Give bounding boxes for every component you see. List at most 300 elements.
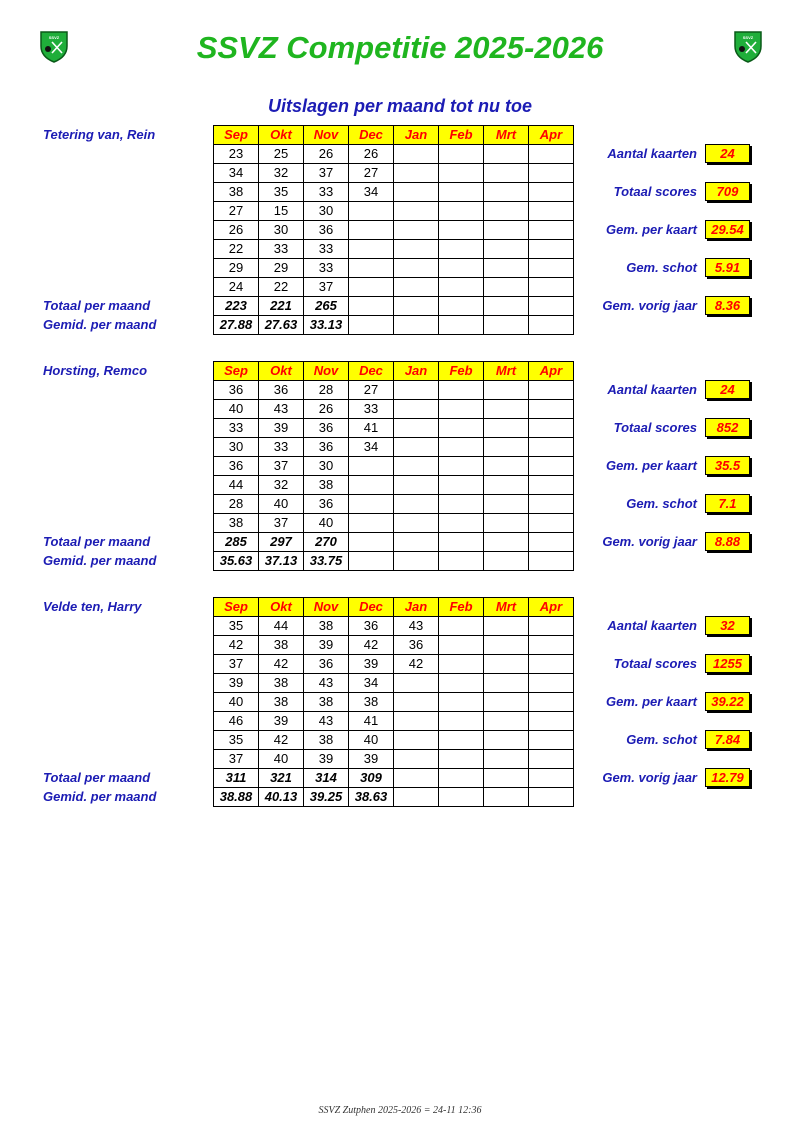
month-header: Sep: [214, 126, 259, 145]
score-cell: 30: [259, 221, 304, 240]
score-cell: 35: [214, 617, 259, 636]
score-cell: [529, 674, 574, 693]
score-cell: [484, 145, 529, 164]
score-cell: [349, 552, 394, 571]
score-cell: 42: [349, 636, 394, 655]
month-header: Sep: [214, 362, 259, 381]
score-cell: 41: [349, 419, 394, 438]
score-cell: [439, 316, 484, 335]
score-cell: 39: [349, 750, 394, 769]
score-cell: 38: [349, 693, 394, 712]
month-header: Jan: [394, 362, 439, 381]
stat-aantal-kaarten: [580, 380, 750, 400]
score-cell: [439, 438, 484, 457]
score-cell: 26: [214, 221, 259, 240]
month-header: Okt: [259, 362, 304, 381]
score-cell: [394, 419, 439, 438]
average-row: [214, 788, 574, 807]
score-cell: 22: [214, 240, 259, 259]
score-cell: 37.13: [259, 552, 304, 571]
score-cell: [484, 240, 529, 259]
score-cell: [529, 769, 574, 788]
average-per-month-label: Gemid. per maand: [43, 789, 157, 804]
page-title: SSVZ Competitie 2025-2026: [196, 30, 604, 65]
score-cell: 27: [214, 202, 259, 221]
score-cell: 285: [214, 533, 259, 552]
score-cell: 39: [214, 674, 259, 693]
score-cell: 33: [304, 240, 349, 259]
score-cell: [484, 617, 529, 636]
score-cell: 314: [304, 769, 349, 788]
stat-label: Gem. vorig jaar: [602, 534, 697, 549]
score-cell: 30: [304, 457, 349, 476]
score-row: [214, 183, 574, 202]
stat-label: Gem. vorig jaar: [602, 770, 697, 785]
score-cell: [484, 438, 529, 457]
score-cell: [439, 381, 484, 400]
stat-label: Totaal scores: [613, 656, 697, 671]
score-cell: [529, 183, 574, 202]
score-table: [213, 597, 574, 807]
score-cell: [439, 202, 484, 221]
score-cell: 36: [214, 381, 259, 400]
score-cell: [529, 552, 574, 571]
total-per-month-label: Totaal per maand: [43, 298, 151, 313]
score-cell: 38: [259, 693, 304, 712]
score-cell: [349, 202, 394, 221]
score-cell: 35: [214, 731, 259, 750]
score-cell: [394, 495, 439, 514]
score-cell: [439, 400, 484, 419]
score-cell: [484, 712, 529, 731]
score-cell: 38: [304, 731, 349, 750]
score-cell: 44: [214, 476, 259, 495]
score-cell: [439, 221, 484, 240]
score-cell: 22: [259, 278, 304, 297]
score-cell: [484, 381, 529, 400]
score-cell: [349, 297, 394, 316]
score-cell: [439, 731, 484, 750]
month-header: Nov: [304, 362, 349, 381]
score-cell: 36: [304, 419, 349, 438]
score-cell: 30: [214, 438, 259, 457]
score-cell: [349, 240, 394, 259]
stat-label: Gem. vorig jaar: [602, 298, 697, 313]
month-header: Feb: [439, 362, 484, 381]
score-cell: 36: [304, 655, 349, 674]
score-cell: [439, 655, 484, 674]
score-cell: 43: [394, 617, 439, 636]
score-cell: 38: [259, 674, 304, 693]
score-cell: [394, 259, 439, 278]
score-row: [214, 240, 574, 259]
score-cell: 29: [259, 259, 304, 278]
score-cell: [529, 278, 574, 297]
score-cell: [439, 552, 484, 571]
player-name: Velde ten, Harry: [43, 599, 142, 614]
score-cell: 37: [259, 457, 304, 476]
score-cell: 33: [214, 419, 259, 438]
score-cell: 40: [259, 495, 304, 514]
month-header: Feb: [439, 126, 484, 145]
stat-value: 24: [705, 144, 750, 163]
score-row: [214, 674, 574, 693]
score-cell: [394, 712, 439, 731]
score-cell: [394, 278, 439, 297]
score-cell: [529, 636, 574, 655]
score-row: [214, 712, 574, 731]
stat-label: Aantal kaarten: [607, 382, 697, 397]
stat-aantal-kaarten: [580, 616, 750, 636]
score-cell: [529, 145, 574, 164]
score-cell: [529, 240, 574, 259]
score-cell: [529, 316, 574, 335]
score-cell: [394, 769, 439, 788]
score-cell: 37: [304, 164, 349, 183]
score-cell: 38: [304, 693, 349, 712]
score-cell: [349, 514, 394, 533]
score-cell: 43: [304, 674, 349, 693]
score-cell: [529, 419, 574, 438]
score-cell: 309: [349, 769, 394, 788]
score-cell: [529, 655, 574, 674]
score-cell: 38: [304, 617, 349, 636]
score-cell: [394, 750, 439, 769]
stat-label: Gem. per kaart: [605, 694, 697, 709]
score-cell: 44: [259, 617, 304, 636]
score-cell: [439, 476, 484, 495]
stat-gem-per-kaart: [580, 220, 750, 240]
stat-gem-vorig-jaar: [580, 296, 750, 316]
score-cell: 33: [304, 183, 349, 202]
score-cell: 34: [349, 674, 394, 693]
score-cell: 33.13: [304, 316, 349, 335]
score-cell: [394, 457, 439, 476]
score-cell: [484, 533, 529, 552]
score-cell: [439, 514, 484, 533]
score-cell: 36: [349, 617, 394, 636]
score-cell: 28: [304, 381, 349, 400]
score-cell: 36: [394, 636, 439, 655]
month-header-row: [214, 362, 574, 381]
month-header: Mrt: [484, 598, 529, 617]
average-row: [214, 316, 574, 335]
score-cell: [529, 476, 574, 495]
total-row: [214, 769, 574, 788]
score-table: [213, 125, 574, 335]
score-cell: 42: [259, 655, 304, 674]
score-cell: 28: [214, 495, 259, 514]
score-cell: 223: [214, 297, 259, 316]
score-cell: 32: [259, 476, 304, 495]
stat-gem-schot: [580, 730, 750, 750]
score-cell: 42: [259, 731, 304, 750]
score-cell: 33: [349, 400, 394, 419]
score-cell: 39: [304, 750, 349, 769]
score-cell: [529, 202, 574, 221]
stat-label: Totaal scores: [613, 420, 697, 435]
score-cell: [529, 259, 574, 278]
score-cell: [484, 476, 529, 495]
average-row: [214, 552, 574, 571]
score-cell: [484, 769, 529, 788]
score-cell: 321: [259, 769, 304, 788]
score-cell: 37: [214, 750, 259, 769]
score-cell: [349, 316, 394, 335]
score-cell: 37: [214, 655, 259, 674]
month-header: Dec: [349, 126, 394, 145]
score-cell: [439, 495, 484, 514]
total-per-month-label: Totaal per maand: [43, 534, 151, 549]
score-cell: 38: [214, 514, 259, 533]
score-cell: 311: [214, 769, 259, 788]
score-cell: 27.88: [214, 316, 259, 335]
stat-totaal-scores: [580, 654, 750, 674]
score-cell: 33: [304, 259, 349, 278]
score-cell: [394, 693, 439, 712]
score-row: [214, 617, 574, 636]
score-row: [214, 419, 574, 438]
score-cell: [349, 221, 394, 240]
stat-label: Aantal kaarten: [607, 618, 697, 633]
player-name: Tetering van, Rein: [43, 127, 156, 142]
score-cell: [349, 495, 394, 514]
stat-gem-per-kaart: [580, 456, 750, 476]
score-cell: [394, 297, 439, 316]
score-cell: 36: [304, 495, 349, 514]
score-cell: [439, 419, 484, 438]
score-cell: 37: [259, 514, 304, 533]
month-header: Jan: [394, 598, 439, 617]
score-cell: [439, 788, 484, 807]
score-cell: 39.25: [304, 788, 349, 807]
score-cell: 38: [259, 636, 304, 655]
score-cell: 35: [259, 183, 304, 202]
score-cell: 35.63: [214, 552, 259, 571]
score-cell: [394, 674, 439, 693]
score-row: [214, 514, 574, 533]
score-cell: [394, 400, 439, 419]
score-cell: [394, 438, 439, 457]
score-row: [214, 381, 574, 400]
score-cell: [529, 297, 574, 316]
stat-value: 1255: [705, 654, 750, 673]
score-cell: [484, 297, 529, 316]
score-cell: [484, 457, 529, 476]
score-cell: 39: [259, 712, 304, 731]
score-cell: [484, 278, 529, 297]
score-cell: [484, 316, 529, 335]
score-cell: [484, 552, 529, 571]
stat-label: Gem. schot: [626, 260, 697, 275]
stat-gem-vorig-jaar: [580, 768, 750, 788]
month-header: Nov: [304, 598, 349, 617]
score-cell: 39: [304, 636, 349, 655]
month-header: Nov: [304, 126, 349, 145]
month-header-row: [214, 598, 574, 617]
average-per-month-label: Gemid. per maand: [43, 553, 157, 568]
score-cell: [529, 788, 574, 807]
score-cell: 34: [349, 183, 394, 202]
score-table: [213, 361, 574, 571]
score-cell: [439, 457, 484, 476]
score-cell: [439, 145, 484, 164]
score-cell: [484, 400, 529, 419]
total-per-month-label: Totaal per maand: [43, 770, 151, 785]
score-cell: 38: [304, 476, 349, 495]
stat-label: Gem. schot: [626, 496, 697, 511]
score-row: [214, 495, 574, 514]
score-row: [214, 731, 574, 750]
month-header: Mrt: [484, 362, 529, 381]
score-cell: 25: [259, 145, 304, 164]
score-cell: 15: [259, 202, 304, 221]
score-row: [214, 750, 574, 769]
stat-totaal-scores: [580, 182, 750, 202]
score-cell: [529, 164, 574, 183]
score-cell: [394, 164, 439, 183]
score-cell: 29: [214, 259, 259, 278]
score-cell: 33.75: [304, 552, 349, 571]
score-cell: [529, 731, 574, 750]
score-cell: 30: [304, 202, 349, 221]
score-row: [214, 202, 574, 221]
stat-gem-schot: [580, 258, 750, 278]
score-cell: [484, 514, 529, 533]
stat-value: 24: [705, 380, 750, 399]
score-cell: 46: [214, 712, 259, 731]
stat-label: Aantal kaarten: [607, 146, 697, 161]
score-cell: 221: [259, 297, 304, 316]
score-cell: [394, 183, 439, 202]
score-cell: 33: [259, 438, 304, 457]
score-cell: [529, 221, 574, 240]
score-cell: 43: [304, 712, 349, 731]
score-cell: [394, 316, 439, 335]
score-cell: 40: [214, 400, 259, 419]
score-cell: 27: [349, 381, 394, 400]
score-cell: 26: [349, 145, 394, 164]
score-cell: [394, 240, 439, 259]
score-cell: 23: [214, 145, 259, 164]
score-cell: 42: [214, 636, 259, 655]
score-row: [214, 221, 574, 240]
stat-value: 32: [705, 616, 750, 635]
month-header: Apr: [529, 362, 574, 381]
score-cell: [484, 731, 529, 750]
month-header-row: [214, 126, 574, 145]
score-row: [214, 145, 574, 164]
score-cell: [484, 693, 529, 712]
score-cell: [394, 381, 439, 400]
stat-label: Gem. per kaart: [605, 222, 697, 237]
stat-value: 29.54: [705, 220, 750, 239]
score-cell: [529, 438, 574, 457]
month-header: Jan: [394, 126, 439, 145]
score-cell: [484, 674, 529, 693]
score-cell: 39: [349, 655, 394, 674]
stat-totaal-scores: [580, 418, 750, 438]
score-cell: [439, 183, 484, 202]
stat-label: Totaal scores: [613, 184, 697, 199]
score-cell: 40: [259, 750, 304, 769]
score-cell: [484, 183, 529, 202]
score-cell: 37: [304, 278, 349, 297]
score-cell: [529, 617, 574, 636]
stat-label: Gem. schot: [626, 732, 697, 747]
score-cell: 26: [304, 145, 349, 164]
score-cell: [439, 617, 484, 636]
score-cell: [439, 693, 484, 712]
stat-value: 5.91: [705, 258, 750, 277]
score-cell: [439, 750, 484, 769]
score-cell: [439, 533, 484, 552]
score-cell: 270: [304, 533, 349, 552]
score-cell: [394, 145, 439, 164]
score-cell: [484, 202, 529, 221]
score-cell: 38.88: [214, 788, 259, 807]
score-cell: 24: [214, 278, 259, 297]
stat-value: 12.79: [705, 768, 750, 787]
score-row: [214, 400, 574, 419]
stat-gem-per-kaart: [580, 692, 750, 712]
score-cell: [529, 693, 574, 712]
stat-value: 7.84: [705, 730, 750, 749]
score-cell: [394, 514, 439, 533]
stat-gem-vorig-jaar: [580, 532, 750, 552]
score-cell: [484, 636, 529, 655]
score-cell: [529, 400, 574, 419]
score-cell: [484, 750, 529, 769]
score-cell: 26: [304, 400, 349, 419]
score-cell: [349, 259, 394, 278]
score-cell: [439, 297, 484, 316]
score-row: [214, 438, 574, 457]
score-cell: [439, 712, 484, 731]
score-cell: [484, 495, 529, 514]
stat-value: 39.22: [705, 692, 750, 711]
score-cell: [484, 788, 529, 807]
stat-value: 852: [705, 418, 750, 437]
score-row: [214, 278, 574, 297]
score-cell: [394, 788, 439, 807]
score-cell: [439, 259, 484, 278]
stat-value: 709: [705, 182, 750, 201]
month-header: Apr: [529, 598, 574, 617]
score-cell: [439, 769, 484, 788]
score-cell: 33: [259, 240, 304, 259]
score-row: [214, 457, 574, 476]
score-cell: 34: [349, 438, 394, 457]
score-cell: [394, 731, 439, 750]
score-cell: [439, 240, 484, 259]
score-cell: 38: [214, 183, 259, 202]
stat-value: 7.1: [705, 494, 750, 513]
score-cell: [529, 514, 574, 533]
score-cell: 32: [259, 164, 304, 183]
score-cell: [439, 674, 484, 693]
page-subtitle: Uitslagen per maand tot nu toe: [267, 96, 533, 116]
stat-gem-schot: [580, 494, 750, 514]
stat-value: 8.88: [705, 532, 750, 551]
score-row: [214, 259, 574, 278]
score-cell: [349, 278, 394, 297]
score-cell: 40: [304, 514, 349, 533]
page-footer: SSVZ Zutphen 2025-2026 = 24-11 12:36: [318, 1105, 482, 1116]
score-row: [214, 636, 574, 655]
score-cell: [484, 655, 529, 674]
score-cell: [394, 476, 439, 495]
